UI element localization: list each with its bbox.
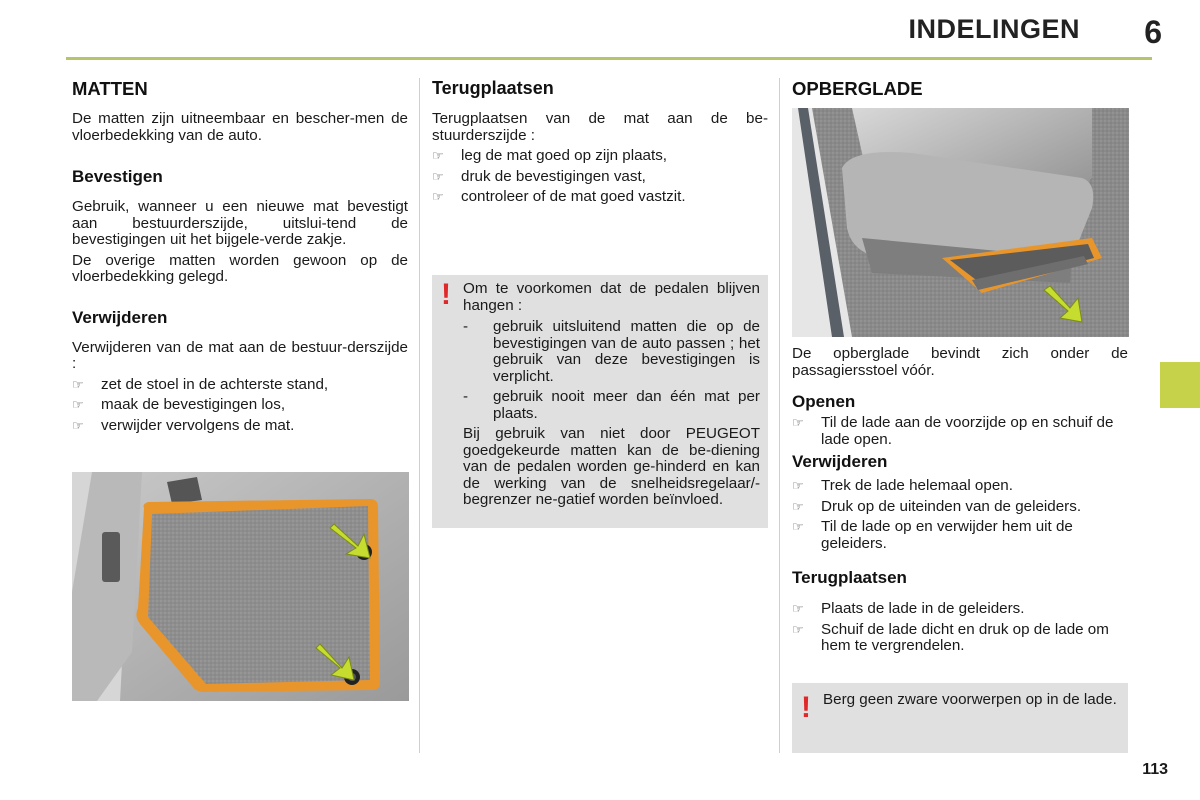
warning-lade-text: Berg geen zware voorwerpen op in de lade.: [823, 691, 1117, 708]
column-opberglade-text: [792, 346, 1128, 659]
header-rule: [66, 57, 1152, 60]
chapter-number: 6: [1144, 14, 1162, 50]
hand-pointer-icon: ☞: [792, 415, 804, 430]
list-item: ☞ leg de mat goed op zijn plaats,: [432, 147, 668, 164]
storage-drawer-illustration: [792, 108, 1129, 337]
hand-pointer-icon: ☞: [792, 498, 804, 514]
bevestigen-text: De overige matten worden gewoon op de vloerbedekking gelegd.: [72, 251, 408, 285]
warning-intro: Om te voorkomen dat de pedalen blijven hangen :: [463, 280, 760, 314]
hand-pointer-icon: ☞: [72, 397, 84, 412]
list-item: ☞ Til de lade aan de voorzijde op en schuif de lade open.: [792, 414, 1114, 448]
warning-box-lade: [792, 683, 1128, 753]
verwijderen-intro: Verwijderen van de mat aan de bestuur-derszijde :: [72, 338, 408, 372]
verwijderen-lade-list: [792, 478, 1128, 552]
floor-mat-illustration: [72, 472, 409, 701]
warning-box-pedalen: [432, 275, 768, 528]
opberglade-intro: De opberglade bevindt zich onder de passagiersstoel vóór.: [792, 345, 1128, 379]
list-item: ☞ Plaats de lade in de geleiders.: [792, 600, 1025, 617]
warning-item: - gebruik uitsluitend matten die op de bevestigingen van de auto passen ; het gebruik van deze bevestigingen is verplicht.: [463, 318, 760, 385]
list-item: ☞ druk de bevestigingen vast,: [432, 167, 646, 185]
hand-pointer-icon: ☞: [432, 148, 444, 163]
subsection-title-openen: Openen: [792, 392, 856, 411]
column-opberglade: [792, 78, 1128, 100]
terugplaatsen-list: [432, 148, 768, 206]
warning-item: - gebruik nooit meer dan één mat per plaats.: [463, 388, 760, 422]
terugplaatsen-intro: Terugplaatsen van de mat aan de be-stuurderszijde :: [432, 110, 768, 144]
chapter-tab: [1160, 362, 1200, 408]
subsection-title-verwijderen: Verwijderen: [72, 307, 168, 327]
column-matten: [72, 78, 408, 438]
list-item: ☞ maak de bevestigingen los,: [72, 396, 286, 413]
column-terugplaatsen: [432, 78, 768, 210]
bevestigen-text: Gebruik, wanneer u een nieuwe mat bevestigt aan bestuurderszijde, uitslui-tend de bevestigingen uit het bijgele-verde zakje.: [72, 198, 408, 248]
hand-pointer-icon: ☞: [72, 376, 84, 392]
exclamation-icon: !: [801, 691, 811, 724]
section-title-matten: MATTEN: [72, 78, 148, 99]
exclamation-icon: !: [441, 278, 451, 311]
column-divider: [419, 78, 420, 753]
page-number: 113: [1142, 761, 1168, 778]
hand-pointer-icon: ☞: [792, 621, 804, 637]
list-item: ☞ Trek de lade helemaal open.: [792, 477, 1013, 494]
page-title: INDELINGEN: [908, 14, 1080, 44]
list-item: ☞ controleer of de mat goed vastzit.: [432, 188, 686, 205]
subsection-title-terugplaatsen-lade: Terugplaatsen: [792, 568, 907, 587]
hand-pointer-icon: ☞: [792, 601, 804, 616]
section-title-terugplaatsen: Terugplaatsen: [432, 78, 554, 98]
hand-pointer-icon: ☞: [72, 417, 84, 433]
list-item: ☞ Druk op de uiteinden van de geleiders.: [792, 497, 1082, 515]
list-item: ☞ zet de stoel in de achterste stand,: [72, 375, 329, 393]
matten-intro: De matten zijn uitneembaar en bescher-men de vloerbedekking van de auto.: [72, 110, 408, 144]
list-item: ☞ Schuif de lade dicht en druk op de lade om hem te vergrendelen.: [792, 620, 1109, 654]
hand-pointer-icon: ☞: [432, 189, 444, 204]
hand-pointer-icon: ☞: [432, 168, 444, 184]
subsection-title-verwijderen-lade: Verwijderen: [792, 452, 888, 471]
list-item: ☞ Til de lade op en verwijder hem uit de geleiders.: [792, 518, 1073, 552]
list-item: ☞ verwijder vervolgens de mat.: [72, 416, 295, 434]
column-divider: [779, 78, 780, 753]
subsection-title-bevestigen: Bevestigen: [72, 167, 163, 186]
openen-list: [792, 415, 1128, 448]
verwijderen-list: [72, 377, 408, 435]
hand-pointer-icon: ☞: [792, 519, 804, 534]
warning-outro: Bij gebruik van niet door PEUGEOT goedgekeurde matten kan de be-diening van de pedalen worden ge-hinderd en kan de werking van de snelheidsregelaar/-begrenzer ne-gatief worden beïnvloed.: [463, 425, 760, 508]
section-title-opberglade: OPBERGLADE: [792, 78, 923, 99]
terugplaatsen-lade-list: [792, 601, 1128, 655]
hand-pointer-icon: ☞: [792, 478, 804, 493]
